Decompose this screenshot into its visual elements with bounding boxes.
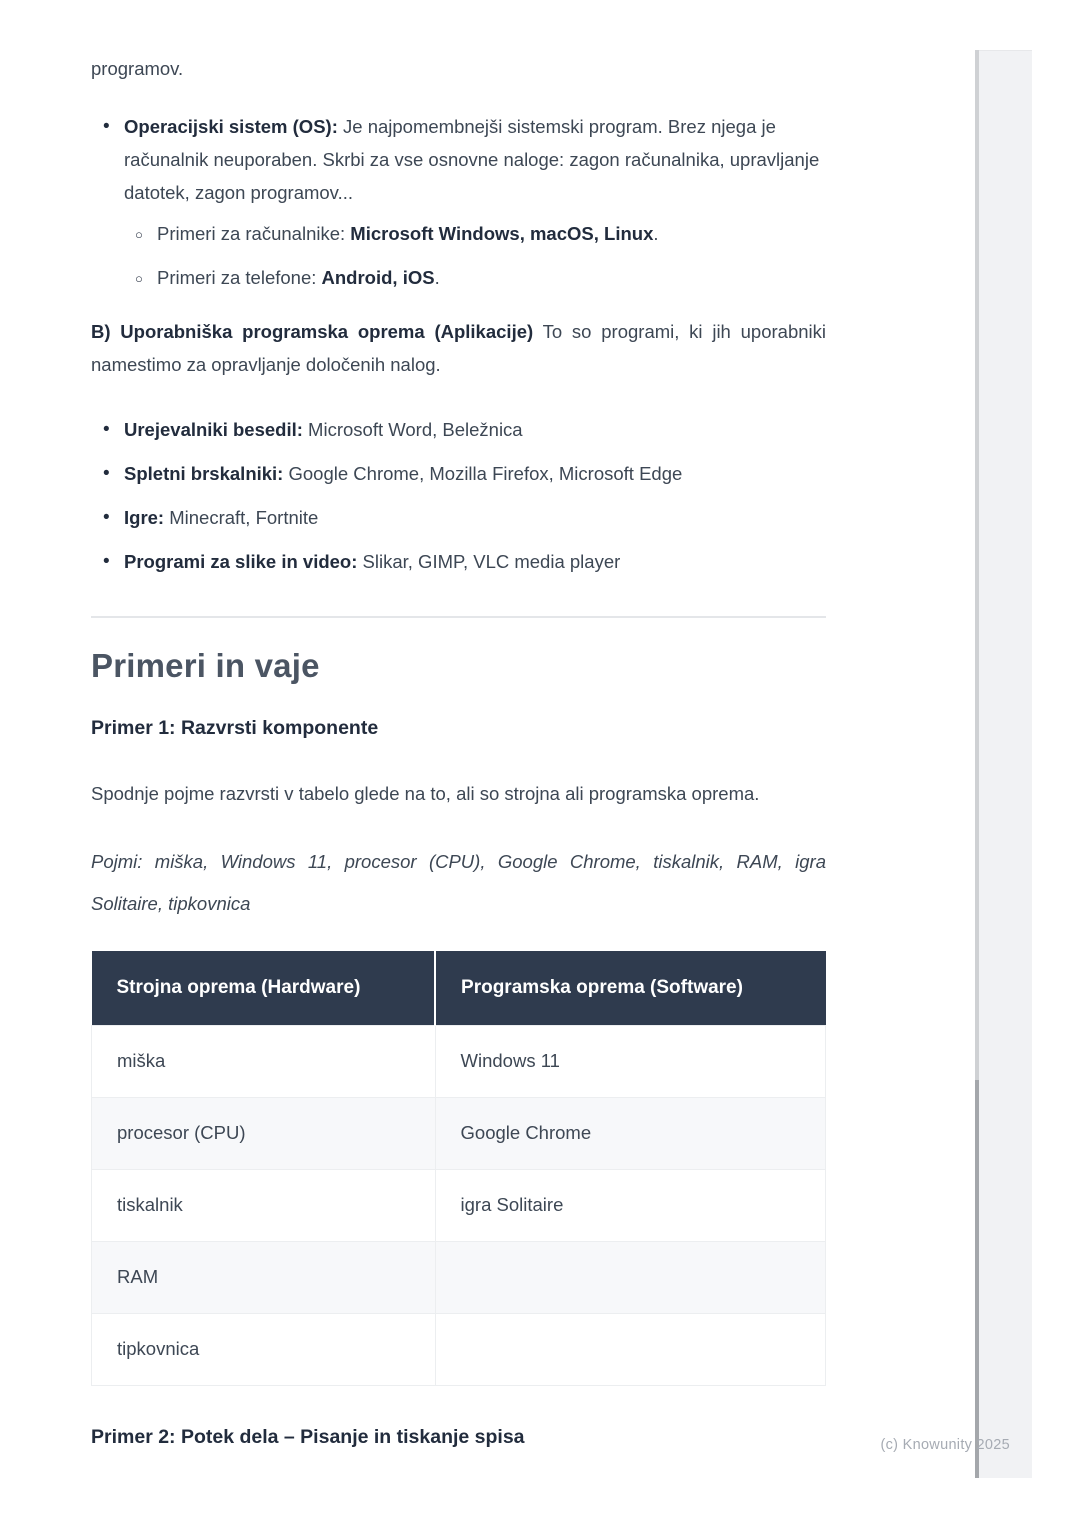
- list-item-games: [91, 501, 826, 534]
- table-row: [92, 1169, 826, 1241]
- os-examples-list: [124, 221, 826, 291]
- os-bullet-list: [91, 110, 826, 291]
- table-row: [92, 1241, 826, 1313]
- cell-hardware: miška: [92, 1025, 436, 1097]
- applications-list: [91, 413, 826, 578]
- pojmi-terms: Pojmi: miška, Windows 11, procesor (CPU), Google Chrome, tiskalnik, RAM, igra Solitaire, tipkovnica: [91, 851, 826, 914]
- section-heading: Primeri in vaje: [91, 647, 320, 684]
- app-examples: Microsoft Word, Beležnica: [302, 419, 523, 440]
- app-examples: Google Chrome, Mozilla Firefox, Microsoft Edge: [283, 463, 683, 484]
- app-category: Urejevalniki besedil:: [124, 419, 303, 440]
- scrollbar-thumb[interactable]: [975, 1080, 979, 1478]
- next-page-preview-panel: [979, 50, 1032, 1478]
- classification-table: [91, 951, 826, 1386]
- list-item-os-example-phones: [124, 265, 826, 291]
- list-item-browsers: [91, 457, 826, 490]
- column-header-hardware: Strojna oprema (Hardware): [92, 951, 436, 1025]
- cell-hardware: tiskalnik: [92, 1169, 436, 1241]
- primer2-heading: Primer 2: Potek dela – Pisanje in tiskanje spisa: [91, 1425, 525, 1448]
- cell-software: Google Chrome: [435, 1097, 825, 1169]
- example-suffix: .: [653, 223, 659, 244]
- list-item-media-programs: [91, 545, 826, 578]
- app-category: Igre:: [124, 507, 165, 528]
- list-item-text-editors: [91, 413, 826, 446]
- app-examples: Minecraft, Fortnite: [164, 507, 319, 528]
- column-header-software: Programska oprema (Software): [435, 951, 825, 1025]
- paragraph-fragment: programov.: [91, 58, 184, 79]
- cell-software: Windows 11: [435, 1025, 825, 1097]
- example-prefix: Primeri za telefone:: [157, 267, 322, 288]
- example-prefix: Primeri za računalnike:: [157, 223, 351, 244]
- page-content: [91, 0, 826, 1449]
- paragraph-section-b: [91, 315, 826, 381]
- primer1-heading: Primer 1: Razvrsti komponente: [91, 717, 379, 739]
- table-row: [92, 1097, 826, 1169]
- os-description: Je najpomembnejši sistemski program. Brez njega je računalnik neuporaben. Skrbi za vse osnovne naloge: zagon računalnika, upravljanje datotek, zagon programov...: [124, 116, 820, 203]
- cell-hardware: tipkovnica: [92, 1313, 436, 1385]
- section-b-title: B) Uporabniška programska oprema (Aplikacije): [91, 321, 534, 342]
- example-suffix: .: [434, 267, 440, 288]
- example-values: Android, iOS: [321, 267, 435, 288]
- table-row: [92, 1025, 826, 1097]
- cell-software: [435, 1241, 825, 1313]
- cell-hardware: RAM: [92, 1241, 436, 1313]
- primer1-instructions: Spodnje pojme razvrsti v tabelo glede na to, ali so strojna ali programska oprema.: [91, 783, 760, 804]
- copyright-watermark: (c) Knowunity 2025: [880, 1437, 1010, 1453]
- app-category: Programi za slike in video:: [124, 551, 358, 572]
- os-term: Operacijski sistem (OS):: [124, 116, 338, 137]
- cell-software: [435, 1313, 825, 1385]
- table-header-row: [92, 951, 826, 1025]
- app-examples: Slikar, GIMP, VLC media player: [357, 551, 621, 572]
- list-item-os: [91, 110, 826, 291]
- app-category: Spletni brskalniki:: [124, 463, 284, 484]
- table-row: [92, 1313, 826, 1385]
- cell-software: igra Solitaire: [435, 1169, 825, 1241]
- section-divider: [91, 616, 826, 618]
- section-b-text: To so programi, ki jih uporabniki namestimo za opravljanje določenih nalog.: [91, 321, 826, 375]
- cell-hardware: procesor (CPU): [92, 1097, 436, 1169]
- list-item-os-example-computers: [124, 221, 826, 247]
- example-values: Microsoft Windows, macOS, Linux: [350, 223, 654, 244]
